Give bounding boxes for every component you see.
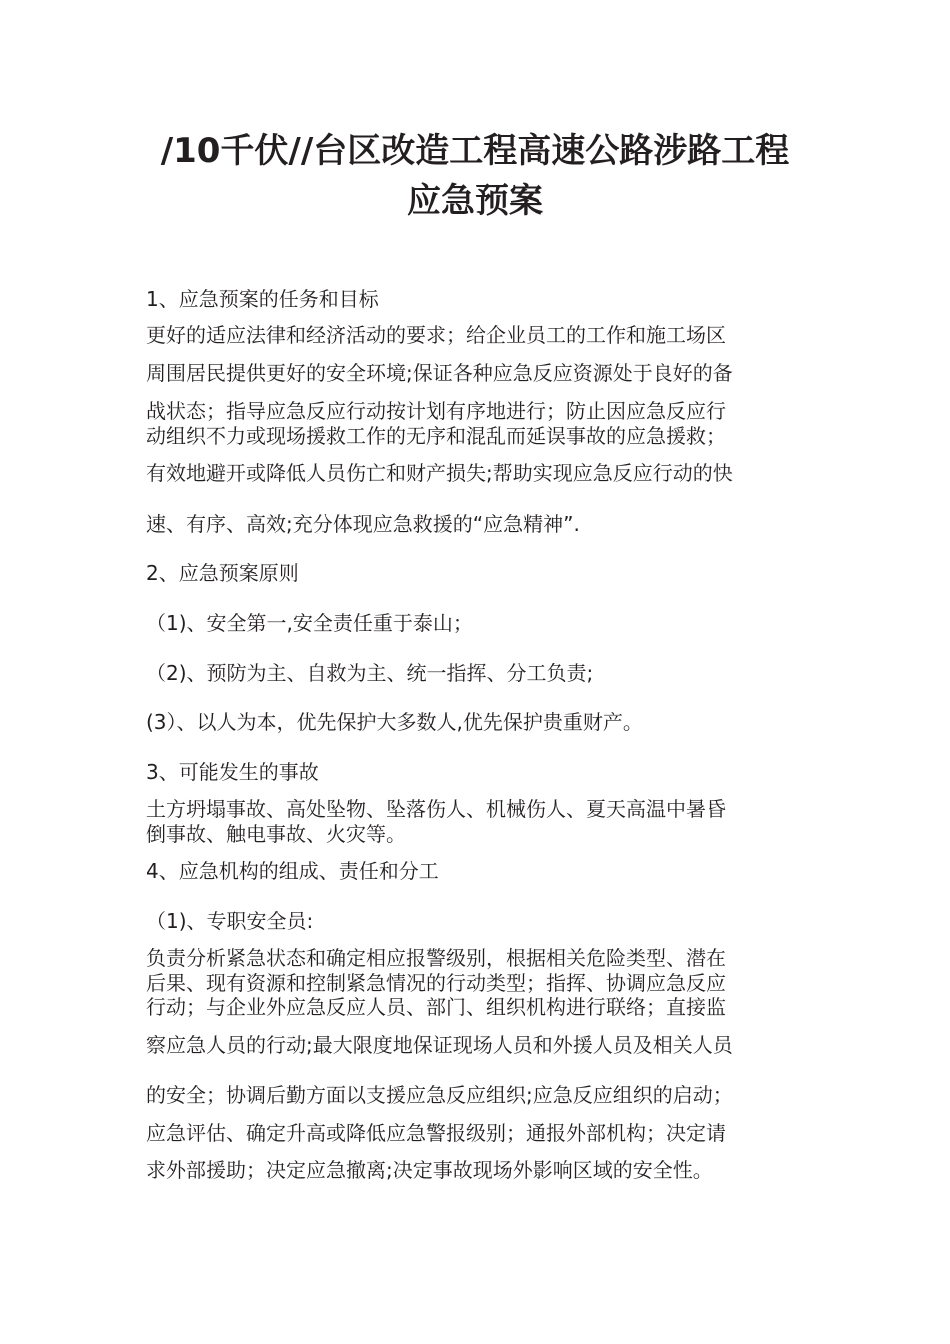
section-1-line: 动组织不力或现场援救工作的无序和混乱而延误事故的应急援救； — [146, 424, 726, 448]
section-4-subheading: （1)、专职安全员: — [146, 909, 314, 933]
section-3-heading: 3、可能发生的事故 — [146, 760, 319, 784]
section-4-line: 行动；与企业外应急反应人员、部门、组织机构进行联络；直接监 — [146, 995, 726, 1019]
section-3-line: 土方坍塌事故、高处坠物、坠落伤人、机械伤人、夏天高温中暑昏 — [146, 797, 726, 821]
section-4-heading: 4、应急机构的组成、责任和分工 — [146, 859, 439, 883]
section-1-line: 战状态；指导应急反应行动按计划有序地进行；防止因应急反应行 — [146, 399, 726, 423]
section-4-line: 负责分析紧急状态和确定相应报警级别，根据相关危险类型、潜在 — [146, 946, 726, 970]
section-1-line: 有效地避开或降低人员伤亡和财产损失;帮助实现应急反应行动的快 — [146, 461, 733, 485]
section-1-line: 更好的适应法律和经济活动的要求；给企业员工的工作和施工场区 — [146, 323, 726, 347]
section-4-line: 察应急人员的行动;最大限度地保证现场人员和外援人员及相关人员 — [146, 1033, 733, 1057]
section-2-item: （2)、预防为主、自救为主、统一指挥、分工负责; — [146, 661, 594, 685]
section-4-line: 的安全；协调后勤方面以支援应急反应组织;应急反应组织的启动； — [146, 1083, 733, 1107]
section-3-line: 倒事故、触电事故、火灾等。 — [146, 822, 406, 846]
section-4-line: 求外部援助；决定应急撤离;决定事故现场外影响区域的安全性。 — [146, 1158, 713, 1182]
document-title-line-2: 应急预案 — [407, 181, 543, 221]
section-2-item: （1)、安全第一,安全责任重于泰山； — [146, 611, 473, 635]
section-1-heading: 1、应急预案的任务和目标 — [146, 287, 379, 311]
section-1-line: 周围居民提供更好的安全环境;保证各种应急反应资源处于良好的备 — [146, 361, 733, 385]
section-4-line: 后果、现有资源和控制紧急情况的行动类型；指挥、协调应急反应 — [146, 971, 726, 995]
section-2-heading: 2、应急预案原则 — [146, 561, 299, 585]
document-title-line-1: /10千伏//台区改造工程高速公路涉路工程 — [160, 131, 790, 171]
section-2-item: (3）、以人为本，优先保护大多数人,优先保护贵重财产。 — [146, 710, 643, 734]
section-1-line: 速、有序、高效;充分体现应急救援的“应急精神”. — [146, 512, 580, 536]
section-4-line: 应急评估、确定升高或降低应急警报级别；通报外部机构；决定请 — [146, 1121, 726, 1145]
